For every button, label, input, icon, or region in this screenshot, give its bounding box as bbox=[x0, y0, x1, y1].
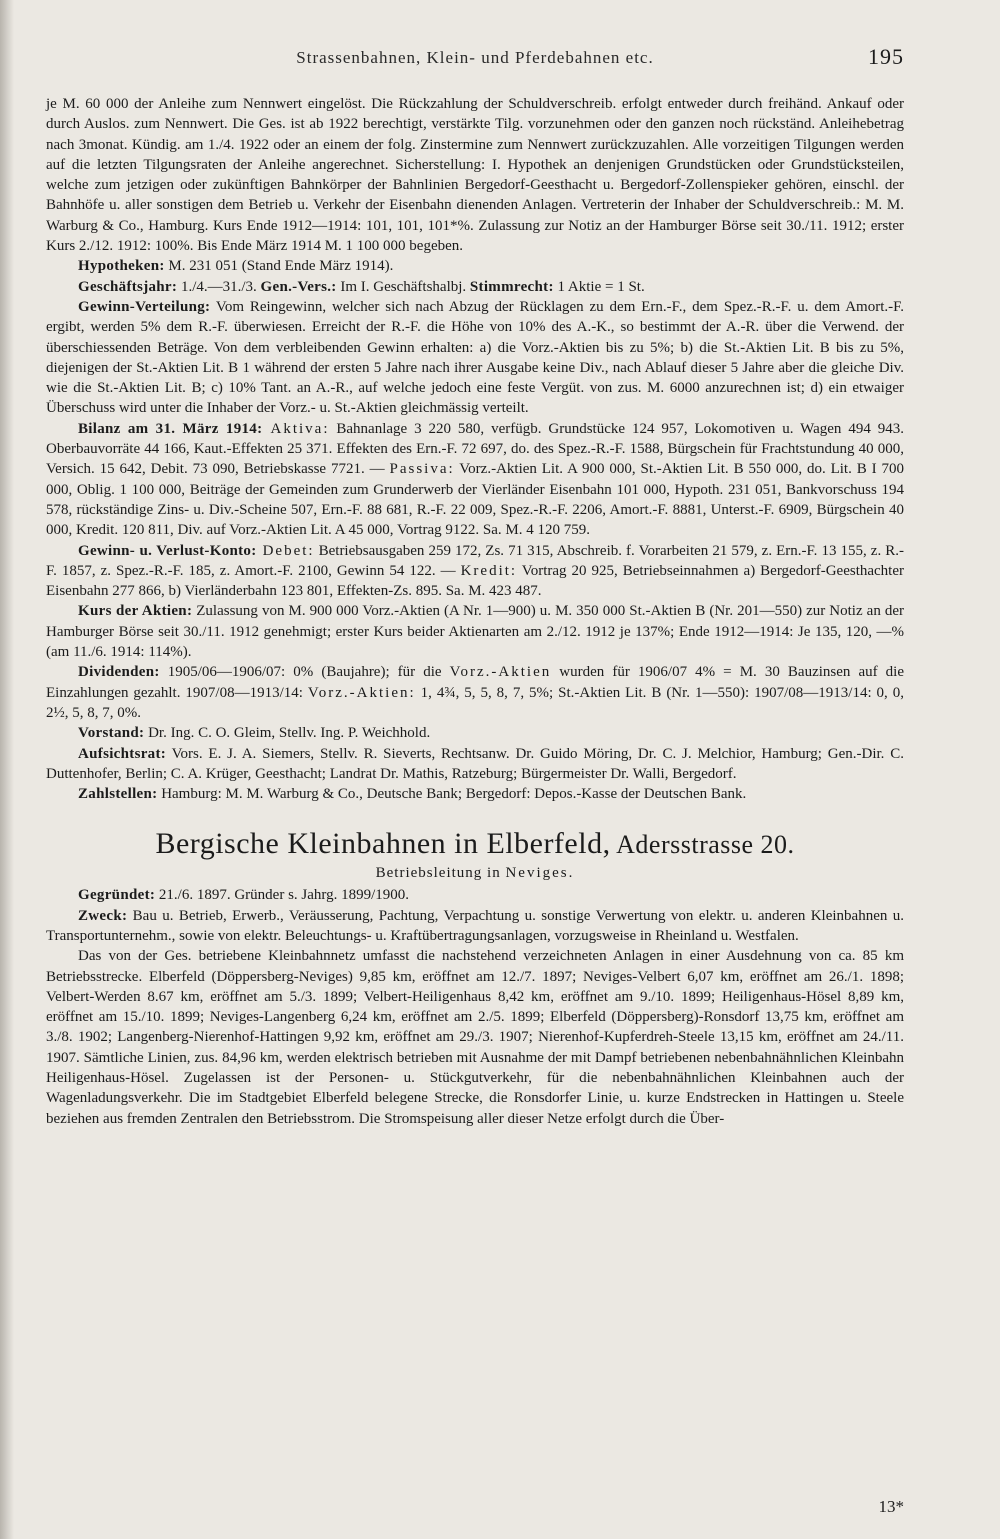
kurs-label: Kurs der Aktien: bbox=[78, 603, 193, 620]
bilanz-label: Bilanz am 31. März 1914: bbox=[78, 420, 263, 437]
page-body bbox=[46, 94, 904, 1129]
paragraph-gewinn-konto bbox=[46, 541, 904, 602]
aufsichtsrat-text: Vors. E. J. A. Siemers, Stellv. R. Sieverts, Rechtsanw. Dr. Guido Möring, Dr. C. J. Melchior, Hamburg; Gen.-Dir. C. Duttenhofer, Berlin; C. A. Krüger, Geesthacht; Landrat Dr. Mathis, Ratzeburg; Bürgermeister Dr. Walli, Bergedorf. bbox=[46, 745, 904, 782]
vorz-aktien-label-2: Vorz.-Aktien: bbox=[307, 684, 416, 701]
vorstand-text: Dr. Ing. C. O. Gleim, Stellv. Ing. P. Weichhold. bbox=[144, 725, 431, 742]
dividenden-text-2: wurden für 1906/07 4% = M. 30 Bauzinsen auf die Einzahlungen gezahlt. 1907/08—1913/14: bbox=[46, 664, 904, 701]
company-name: Bergische Kleinbahnen in Elberfeld, bbox=[155, 827, 611, 861]
gewinn-verteilung-text: Vom Reingewinn, welcher sich nach Abzug der Rücklagen zu dem Ern.-F., dem Spez.-R.-F. u. dem Amort.-F. ergibt, werden 5% dem R.-F. überwiesen. Erreicht der R.-F. die Höhe von 10% des A.-K., so bestimmt der A.-R. über die Verwend. der überschiessenden Beträge. Von dem verbleibenden Gewinn erhalten: a) die Vorz.-Aktien bis zu 5%; b) die St.-Aktien Lit. B bis zu 5%, diejenigen der St.-Aktien Lit. B 1 während der ersten 5 Jahre nach ihrer Ausgabe keine Div., nach Ablauf dieser 5 Jahre aber die gleiche Div. wie die St.-Aktien Lit. B; c) 10% Tant. an A.-R., auf welche jedoch eine feste Vergüt. von zus. M. 6000 anzurechnen ist; d) ein etwaiger Überschuss wird unter die Inhaber der Vorz.- u. St.-Aktien gleichmässig verteilt. bbox=[46, 298, 904, 417]
paragraph-zahlstellen bbox=[46, 784, 904, 804]
debet-label: Debet: bbox=[256, 542, 315, 559]
aktiva-text: Bahnanlage 3 220 580, verfügb. Grundstücke 124 957, Lokomotiven u. Wagen 494 943. Oberbauvorräte 44 166, Kaut.-Effekten 25 371. Effekten des Ern.-F. 72 697, do. des Spez.-R.-F. 1588, Bürgschein für Frachtstundung 40 000, Versich. 15 642, Debit. 73 090, Betriebskasse 7721. — bbox=[46, 420, 904, 478]
paragraph-dividenden bbox=[46, 662, 904, 723]
dividenden-label: Dividenden: bbox=[78, 664, 160, 681]
signature-mark: 13* bbox=[878, 1497, 904, 1516]
paragraph-hypotheken bbox=[46, 256, 904, 276]
paragraph-vorstand bbox=[46, 723, 904, 743]
running-title: Strassenbahnen, Klein- und Pferdebahnen etc. bbox=[296, 48, 654, 67]
debet-text: Betriebsausgaben 259 172, Zs. 71 315, Abschreib. f. Vorarbeiten 21 579, z. Ern.-F. 13 155, z. R.-F. 1857, z. Spez.-R.-F. 185, z. Amort.-F. 2100, Gewinn 54 122. — bbox=[46, 542, 904, 579]
paragraph-gewinn-verteilung bbox=[46, 297, 904, 419]
gen-vers-text: Im I. Geschäftshalbj. bbox=[336, 278, 470, 295]
paragraph-bilanz bbox=[46, 419, 904, 541]
gegruendet-label: Gegründet: bbox=[78, 887, 156, 904]
geschaeftsjahr-label: Geschäftsjahr: bbox=[78, 278, 178, 295]
zweck-text: Bau u. Betrieb, Erwerb., Veräusserung, Pachtung, Verpachtung u. sonstige Verwertung von elektr. u. anderen Kleinbahnen u. Transportunternehm., sowie von elektr. Beleuchtungs- u. Kraftübertragungsanlagen, vorzugsweise in Rheinland u. Westfalen. bbox=[46, 907, 904, 944]
kredit-label: Kredit: bbox=[460, 562, 518, 579]
page-header bbox=[46, 44, 904, 78]
gewinn-verteilung-label: Gewinn-Verteilung: bbox=[78, 298, 211, 315]
hypotheken-text: M. 231 051 (Stand Ende März 1914). bbox=[164, 258, 394, 275]
binding-shadow bbox=[0, 0, 14, 1539]
zweck-label: Zweck: bbox=[78, 907, 128, 924]
zahlstellen-label: Zahlstellen: bbox=[78, 786, 158, 803]
kurs-text: Zulassung von M. 900 000 Vorz.-Aktien (A Nr. 1—900) u. M. 350 000 St.-Aktien B (Nr. 201—550) zur Notiz an der Hamburger Börse seit 30./11. 1912 genehmigt; erster Kurs beider Aktienarten am 2./12. 1912 je 137%; Ende 1912—1914: Je 135, 120, —% (am 11./6. 1914: 114%). bbox=[46, 603, 904, 661]
gegruendet-text: 21./6. 1897. Gründer s. Jahrg. 1899/1900. bbox=[155, 887, 410, 904]
aufsichtsrat-label: Aufsichtsrat: bbox=[78, 745, 167, 762]
betriebsleitung-prefix: Betriebsleitung in bbox=[375, 865, 506, 882]
betriebsleitung-line bbox=[46, 863, 904, 883]
hypotheken-label: Hypotheken: bbox=[78, 258, 165, 275]
paragraph-zweck bbox=[46, 906, 904, 947]
page-number: 195 bbox=[868, 44, 904, 69]
gewinn-konto-label: Gewinn- u. Verlust-Konto: bbox=[78, 542, 257, 559]
zahlstellen-text: Hamburg: M. M. Warburg & Co., Deutsche Bank; Bergedorf: Depos.-Kasse der Deutschen Bank. bbox=[157, 786, 747, 803]
stimmrecht-text: 1 Aktie = 1 St. bbox=[553, 278, 645, 295]
betriebsleitung-place: Neviges. bbox=[505, 865, 575, 882]
gen-vers-label: Gen.-Vers.: bbox=[260, 278, 337, 295]
stimmrecht-label: Stimmrecht: bbox=[469, 278, 554, 295]
dividenden-text-3: 1, 4¾, 5, 5, 8, 7, 5%; St.-Aktien Lit. B (Nr. 1—550): 1907/08—1913/14: 0, 0, 2½, 5, 8, 7, 0%. bbox=[46, 684, 905, 721]
paragraph-aufsichtsrat bbox=[46, 744, 904, 785]
netz-text: Das von der Ges. betriebene Kleinbahnnetz umfasst die nachstehend verzeichneten Anlagen in einer Ausdehnung von ca. 85 km Betriebsstrecke. Elberfeld (Döppersberg-Neviges) 9,85 km, eröffnet am 12./7. 1897; Neviges-Velbert 6,07 km, eröffnet am 26./1. 1898; Velbert-Werden 8.67 km, eröffnet am 5./3. 1899; Velbert-Heiligenhaus 8,42 km, eröffnet am 9./10. 1899; Heiligenhaus-Hösel 8,89 km, eröffnet am 15./10. 1899; Neviges-Langenberg 6,24 km, eröffnet am 2./5. 1899; Elberfeld (Döppersberg)-Ronsdorf 13,75 km, eröffnet am 3./8. 1902; Langenberg-Nierenhof-Hattingen 9,92 km, eröffnet am 29./3. 1907; Nierenhof-Kupferdreh-Steele 13,15 km, eröffnet am 24./11. 1907. Sämtliche Linien, zus. 84,96 km, werden elektrisch betrieben mit Ausnahme der mit Dampf betriebenen nebenbahnähnlichen Kleinbahn Heiligenhaus-Hösel. Zugelassen ist der Personen- u. Stückgutverkehr, für die nebenbahnähnlichen Kleinbahnen auch der Wagenladungsverkehr. Die im Stadtgebiet Elberfeld belegene Strecke, die Ronsdorfer Linie, u. kurze Endstrecken in Hattingen u. Steele beziehen aus fremden Zentralen den Betriebsstrom. Die Stromspeisung aller dieser Netze erfolgt durch die Über- bbox=[46, 948, 904, 1127]
aktiva-label: Aktiva: bbox=[262, 420, 330, 437]
anleihe-text: je M. 60 000 der Anleihe zum Nennwert eingelöst. Die Rückzahlung der Schuldverschreib. erfolgt entweder durch freihänd. Ankauf oder durch Auslos. zum Nennwert. Die Ges. ist ab 1922 berechtigt, verstärkte Tilg. vorzunehmen oder den ganzen noch rückständ. Anleihebetrag nach 3monat. Kündig. am 1./4. 1922 oder an einem der folg. Zinstermine zum Nennwert zurückzuzahlen. Alle vorzeitigen Tilgungen werden auf die letzten Tilgungsraten der Anleihe angerechnet. Sicherstellung: I. Hypothek an denjenigen Grundstücken oder Grundstücksteilen, welche zum jetzigen oder zukünftigen Bahnkörper der Bahnlinien Bergedorf-Geesthacht u. Bergedorf-Zollenspieker gehören, einschl. der Bahnhöfe u. aller sonstigen dem Betrieb u. Verkehr der Eisenbahn dienenden Anlagen. Vertreterin der Inhaber der Schuldverschreib.: M. M. Warburg & Co., Hamburg. Kurs Ende 1912—1914: 101, 101, 101*%. Zulassung zur Notiz an der Hamburger Börse seit 30./11. 1912; erster Kurs 2./12. 1912: 100%. Bis Ende März 1914 M. 1 100 000 begeben. bbox=[46, 96, 904, 255]
passiva-label: Passiva: bbox=[389, 461, 455, 478]
vorstand-label: Vorstand: bbox=[78, 725, 145, 742]
kredit-text: Vortrag 20 925, Betriebseinnahmen a) Bergedorf-Geesthachter Eisenbahn 277 866, b) Vierländerbahn 123 801, Effekten-Zs. 895. Sa. M. 423 487. bbox=[46, 562, 904, 600]
dividenden-text: 1905/06—1906/07: 0% (Baujahre); für die bbox=[159, 664, 450, 681]
paragraph-kurs bbox=[46, 601, 904, 662]
geschaeftsjahr-text: 1./4.—31./3. bbox=[177, 278, 261, 295]
company-address: Adersstrasse 20. bbox=[610, 830, 795, 860]
passiva-text: Vorz.-Aktien Lit. A 900 000, St.-Aktien Lit. B 550 000, do. Lit. B I 700 000, Oblig. 1 100 000, Beiträge der Gemeinden zum Grunderwerb der Vierländer Eisenbahn 101 000, Hypoth. 231 051, Bankvorschuss 194 578, rückständige Zins- u. Div.-Scheine 507, Ern.-F. 88 681, R.-F. 22 009, Spez.-R.-F. 2206, Amort.-F. 8881, Unterst.-F. 6909, Bürgschein 40 000, Kredit. 120 811, Div. auf Vorz.-Aktien Lit. A 45 000, Vortrag 9122. Sa. M. 4 120 759. bbox=[46, 461, 904, 539]
paragraph-gegruendet bbox=[46, 885, 904, 905]
paragraph-netz bbox=[46, 946, 904, 1129]
paragraph-geschaeftsjahr bbox=[46, 277, 904, 297]
company-heading bbox=[46, 826, 904, 863]
paragraph-anleihe bbox=[46, 94, 904, 256]
vorz-aktien-label: Vorz.-Aktien bbox=[449, 664, 552, 681]
